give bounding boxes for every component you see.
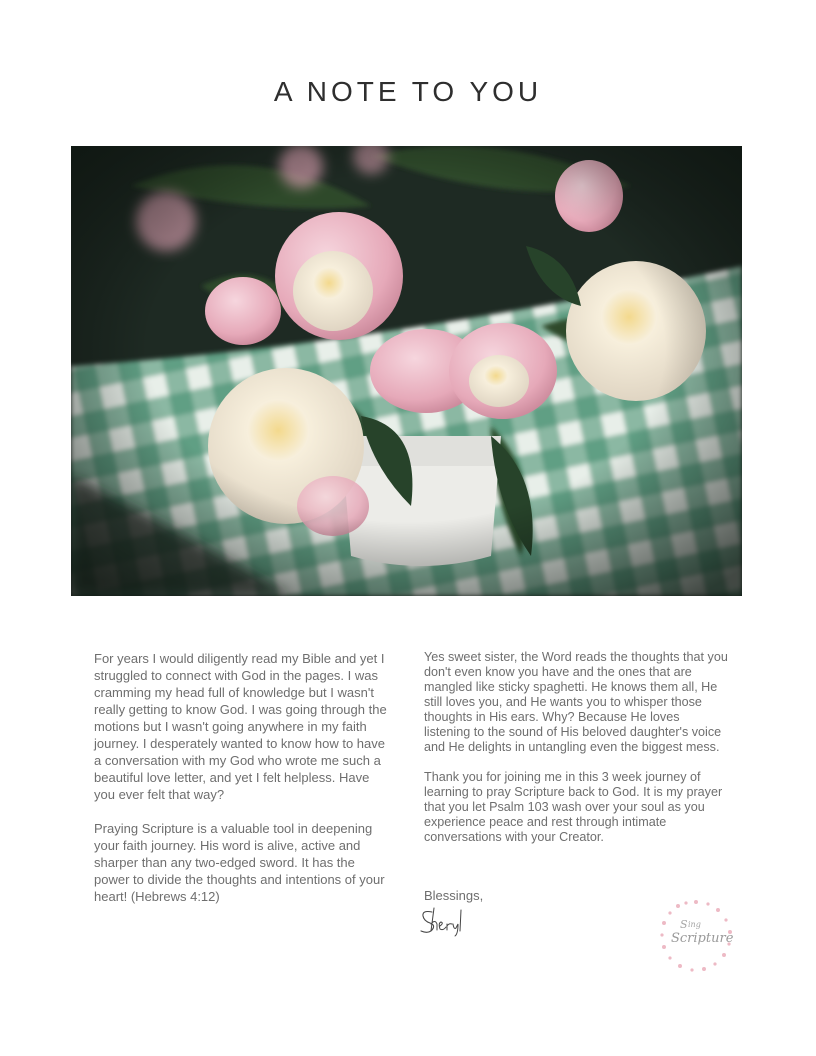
svg-text:ing: ing bbox=[688, 920, 701, 929]
svg-text:S: S bbox=[680, 918, 688, 931]
right-paragraph-2: Thank you for joining me in this 3 week journey of learning to pray Scripture back to God. It is my prayer that you let Psalm 103 wash over your soul as you experience peace and rest through intimate conversations with your Creator. bbox=[424, 770, 723, 844]
closing-blessings: Blessings, bbox=[424, 888, 484, 903]
right-column bbox=[424, 650, 729, 860]
svg-text:Scripture: Scripture bbox=[671, 931, 734, 946]
signature bbox=[418, 904, 478, 938]
right-paragraph-1: Yes sweet sister, the Word reads the thoughts that you don't even know you have and the ones that are mangled like sticky spaghetti. He knows them all, He still loves you, and He wants you to whisper those thoughts in His ears. Why? Because He loves listening to the sound of His beloved daughter's voice and He delights in untangling even the biggest mess. bbox=[424, 650, 728, 754]
left-paragraph-2: Praying Scripture is a valuable tool in deepening your faith journey. His word is alive, active and sharper than any two-edged sword. It has the power to divide the thoughts and intentions of your heart! (Hebrews 4:12) bbox=[94, 821, 385, 904]
peony-bouquet-photo bbox=[71, 146, 742, 596]
page-title: A NOTE TO YOU bbox=[273, 76, 543, 107]
sing-scripture-logo bbox=[658, 898, 734, 974]
left-paragraph-1: For years I would diligently read my Bible and yet I struggled to connect with God in the pages. I was cramming my head full of knowledge but I wasn't really getting to know God. I was going through the motions but I wasn't going anywhere in my faith journey. I desperately wanted to know how to have a conversation with my God who wrote me such a beautiful love letter, and yet I felt helpless. Have you ever felt that way? bbox=[94, 651, 387, 802]
left-column bbox=[94, 650, 392, 922]
